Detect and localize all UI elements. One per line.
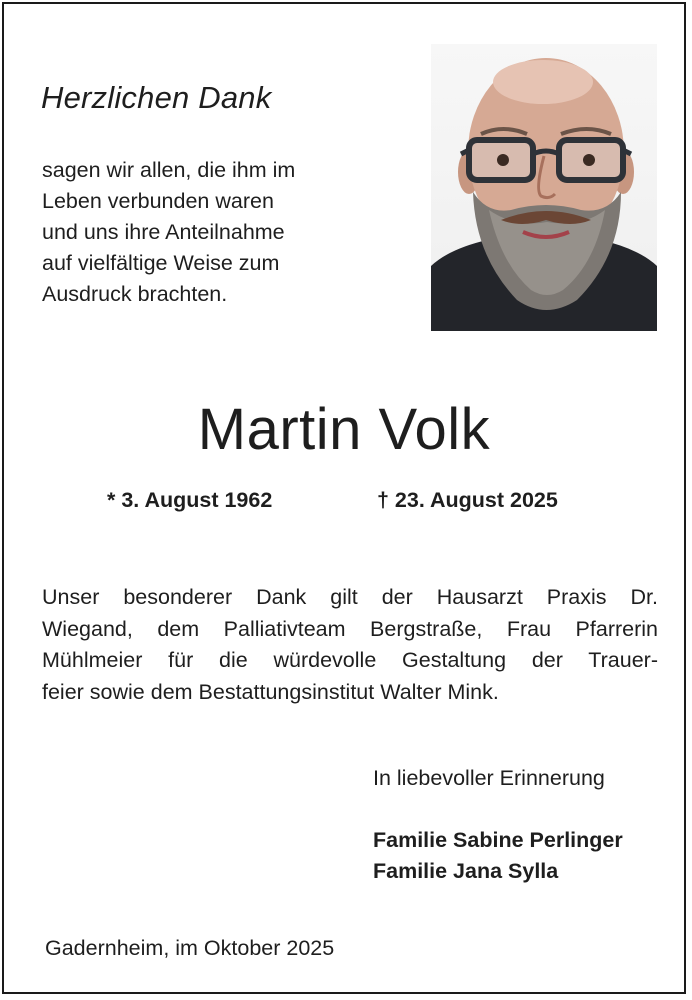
portrait-photo (431, 44, 657, 331)
intro-line: sagen wir allen, die ihm im (42, 158, 296, 182)
paragraph-line: Wiegand, dem Palliativteam Bergstraße, Frau Pfarrerin (42, 616, 658, 641)
deceased-name: Martin Volk (197, 397, 491, 462)
paragraph-line: feier sowie dem Bestattungsinstitut Walter Mink. (42, 679, 499, 704)
memory-line: In liebevoller Erinnerung (373, 766, 605, 790)
thanks-paragraph (42, 582, 658, 708)
place-date: Gadernheim, im Oktober 2025 (45, 936, 335, 960)
family-name: Familie Jana Sylla (373, 859, 559, 883)
family-signatures (373, 825, 623, 887)
death-date: † 23. August 2025 (377, 488, 558, 512)
obituary-card (2, 2, 686, 994)
intro-line: Ausdruck brachten. (42, 282, 228, 306)
family-name: Familie Sabine Perlinger (373, 828, 623, 852)
portrait-illustration (431, 44, 657, 331)
intro-line: auf vielfältige Weise zum (42, 251, 280, 275)
heading: Herzlichen Dank (41, 80, 272, 115)
intro-text (42, 155, 372, 310)
intro-line: und uns ihre Anteilnahme (42, 220, 285, 244)
paragraph-line: Unser besonderer Dank gilt der Hausarzt Praxis Dr. (42, 585, 658, 609)
birth-date: * 3. August 1962 (107, 488, 273, 512)
intro-line: Leben verbunden waren (42, 189, 274, 213)
paragraph-line: Mühlmeier für die würdevolle Gestaltung der Trauer- (42, 648, 658, 672)
